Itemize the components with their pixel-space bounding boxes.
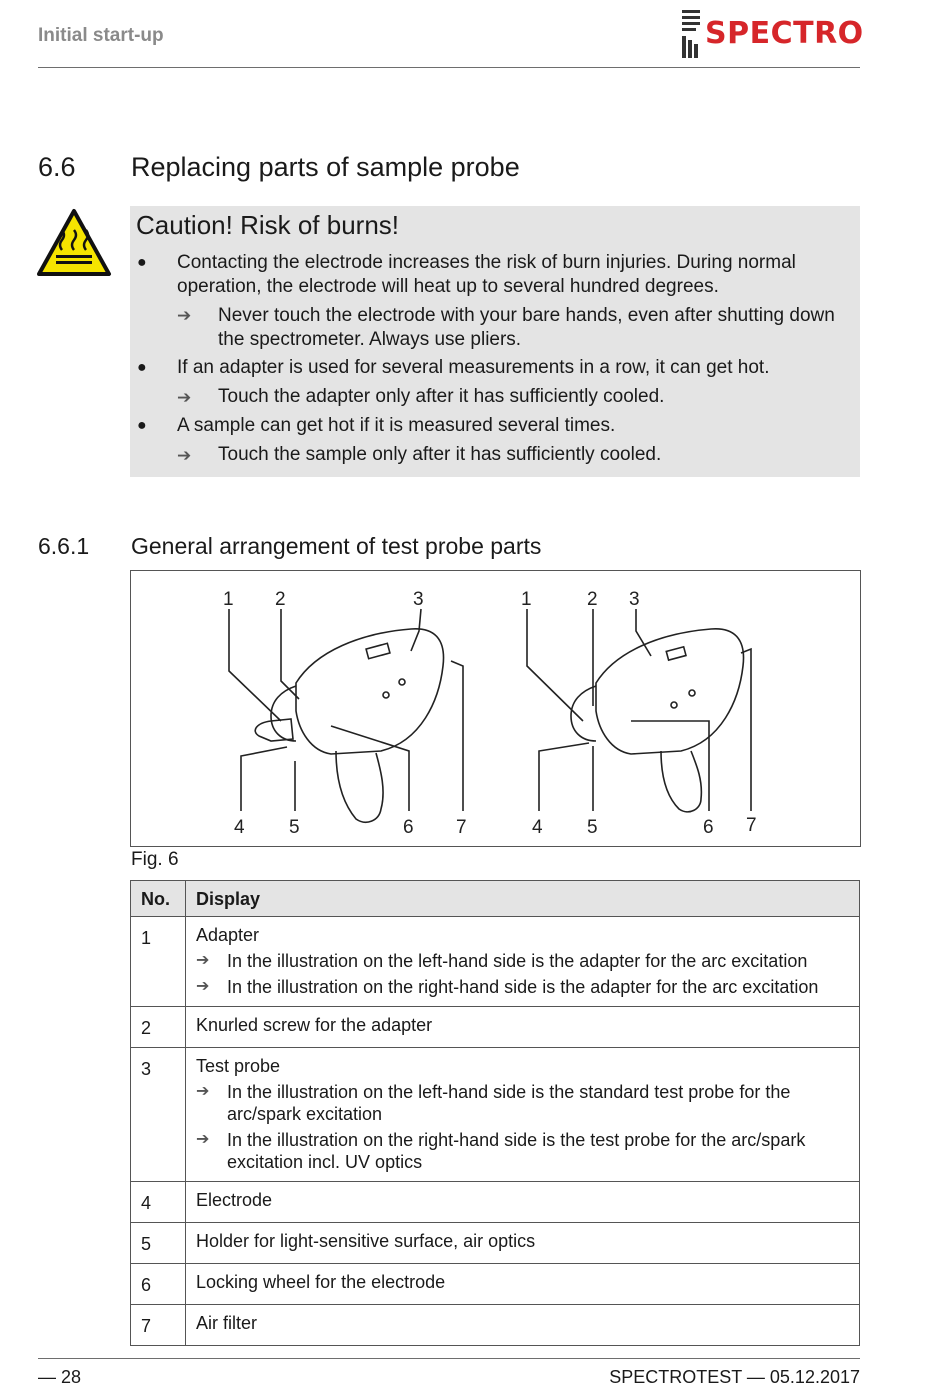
figure-label: 4 <box>532 817 543 838</box>
row-note-text: In the illustration on the left-hand side is the standard test probe for the arc/spark excitation <box>227 1082 791 1124</box>
arrow-right-icon: ➔ <box>196 1083 210 1100</box>
row-number: 2 <box>131 1007 186 1048</box>
arrow-right-icon: ➔ <box>196 1131 210 1148</box>
table-row <box>131 1007 860 1048</box>
figure-label: 1 <box>521 589 532 610</box>
row-note-text: In the illustration on the right-hand side is the test probe for the arc/spark excitation incl. UV optics <box>227 1130 806 1172</box>
figure-label: 2 <box>587 589 598 610</box>
figure-label: 1 <box>223 589 234 610</box>
table-row <box>131 1264 860 1305</box>
figure-label: 3 <box>413 589 424 610</box>
test-probe-illustration <box>131 571 860 846</box>
bullet-icon: ● <box>137 254 147 271</box>
figure-label: 3 <box>629 589 640 610</box>
logo-wordmark: SPECTRO <box>705 16 864 51</box>
row-note-text: In the illustration on the right-hand side is the adapter for the arc excitation <box>227 977 819 997</box>
table-row <box>131 1305 860 1346</box>
document-id: SPECTROTEST — 05.12.2017 <box>609 1367 860 1387</box>
table-header-row <box>131 881 860 917</box>
caution-action: Touch the sample only after it has sufficiently cooled. <box>218 444 662 465</box>
bullet-icon: ● <box>137 359 147 376</box>
table-row <box>131 1048 860 1182</box>
caution-action: Never touch the electrode with your bare hands, even after shutting down the spectrometer. Always use pliers. <box>218 305 835 350</box>
row-note <box>196 1129 849 1173</box>
probe-window-right <box>666 647 686 660</box>
parts-table <box>130 880 860 1346</box>
figure-label: 2 <box>275 589 286 610</box>
row-description-cell <box>186 1007 860 1048</box>
probe-body-right <box>596 629 744 754</box>
probe-grip-left <box>336 751 383 822</box>
header-rule <box>38 67 860 68</box>
subsection-title: General arrangement of test probe parts <box>131 533 542 559</box>
section-number: 6.6 <box>38 152 76 182</box>
page-number: — 28 <box>38 1367 82 1387</box>
row-number: 7 <box>131 1305 186 1346</box>
subsection-number: 6.6.1 <box>38 533 90 559</box>
caution-item: A sample can get hot if it is measured several times. <box>177 415 616 436</box>
table-row <box>131 1223 860 1264</box>
column-header-display: Display <box>186 881 860 917</box>
arrow-right-icon: ➔ <box>177 388 192 407</box>
row-note <box>196 1081 849 1125</box>
table-row <box>131 917 860 1007</box>
row-note <box>196 976 849 998</box>
row-note-text: In the illustration on the left-hand side is the adapter for the arc excitation <box>227 951 808 971</box>
row-number: 5 <box>131 1223 186 1264</box>
arrow-right-icon: ➔ <box>196 978 210 995</box>
footer-rule <box>38 1358 860 1359</box>
caution-item: If an adapter is used for several measurements in a row, it can get hot. <box>177 357 770 378</box>
row-number: 3 <box>131 1048 186 1182</box>
figure-label: 6 <box>703 817 714 838</box>
row-description-cell <box>186 1048 860 1182</box>
figure-label: 4 <box>234 817 245 838</box>
hot-surface-warning-icon <box>36 208 112 278</box>
column-header-no: No. <box>131 881 186 917</box>
figure-frame <box>130 570 861 847</box>
row-description: Locking wheel for the electrode <box>196 1272 446 1292</box>
row-number: 4 <box>131 1182 186 1223</box>
figure-label: 5 <box>289 817 300 838</box>
row-description-cell <box>186 1223 860 1264</box>
row-description: Test probe <box>196 1056 281 1076</box>
table-row <box>131 1182 860 1223</box>
row-number: 6 <box>131 1264 186 1305</box>
running-header-title: Initial start-up <box>38 25 164 46</box>
figure-caption: Fig. 6 <box>131 849 179 870</box>
section-title: Replacing parts of sample probe <box>131 152 520 182</box>
probe-window-left <box>366 643 390 658</box>
row-description-cell <box>186 1182 860 1223</box>
figure-label: 7 <box>456 817 467 838</box>
row-description: Knurled screw for the adapter <box>196 1015 433 1035</box>
arrow-right-icon: ➔ <box>177 306 192 325</box>
figure-label: 7 <box>746 815 757 836</box>
bullet-icon: ● <box>137 417 147 434</box>
row-description-cell <box>186 1305 860 1346</box>
caution-title: Caution! Risk of burns! <box>136 210 400 240</box>
figure-label: 6 <box>403 817 414 838</box>
probe-grip-right <box>661 751 701 812</box>
row-description: Adapter <box>196 925 260 945</box>
arrow-right-icon: ➔ <box>177 446 192 465</box>
figure-label: 5 <box>587 817 598 838</box>
arrow-right-icon: ➔ <box>196 952 210 969</box>
row-description: Holder for light-sensitive surface, air optics <box>196 1231 536 1251</box>
row-description-cell <box>186 917 860 1007</box>
row-number: 1 <box>131 917 186 1007</box>
caution-item: Contacting the electrode increases the risk of burn injuries. During normal operation, the electrode will heat up to several hundred degrees. <box>177 252 796 297</box>
row-note <box>196 950 849 972</box>
row-description: Air filter <box>196 1313 258 1333</box>
row-description-cell <box>186 1264 860 1305</box>
caution-action: Touch the adapter only after it has sufficiently cooled. <box>218 386 665 407</box>
row-description: Electrode <box>196 1190 273 1210</box>
